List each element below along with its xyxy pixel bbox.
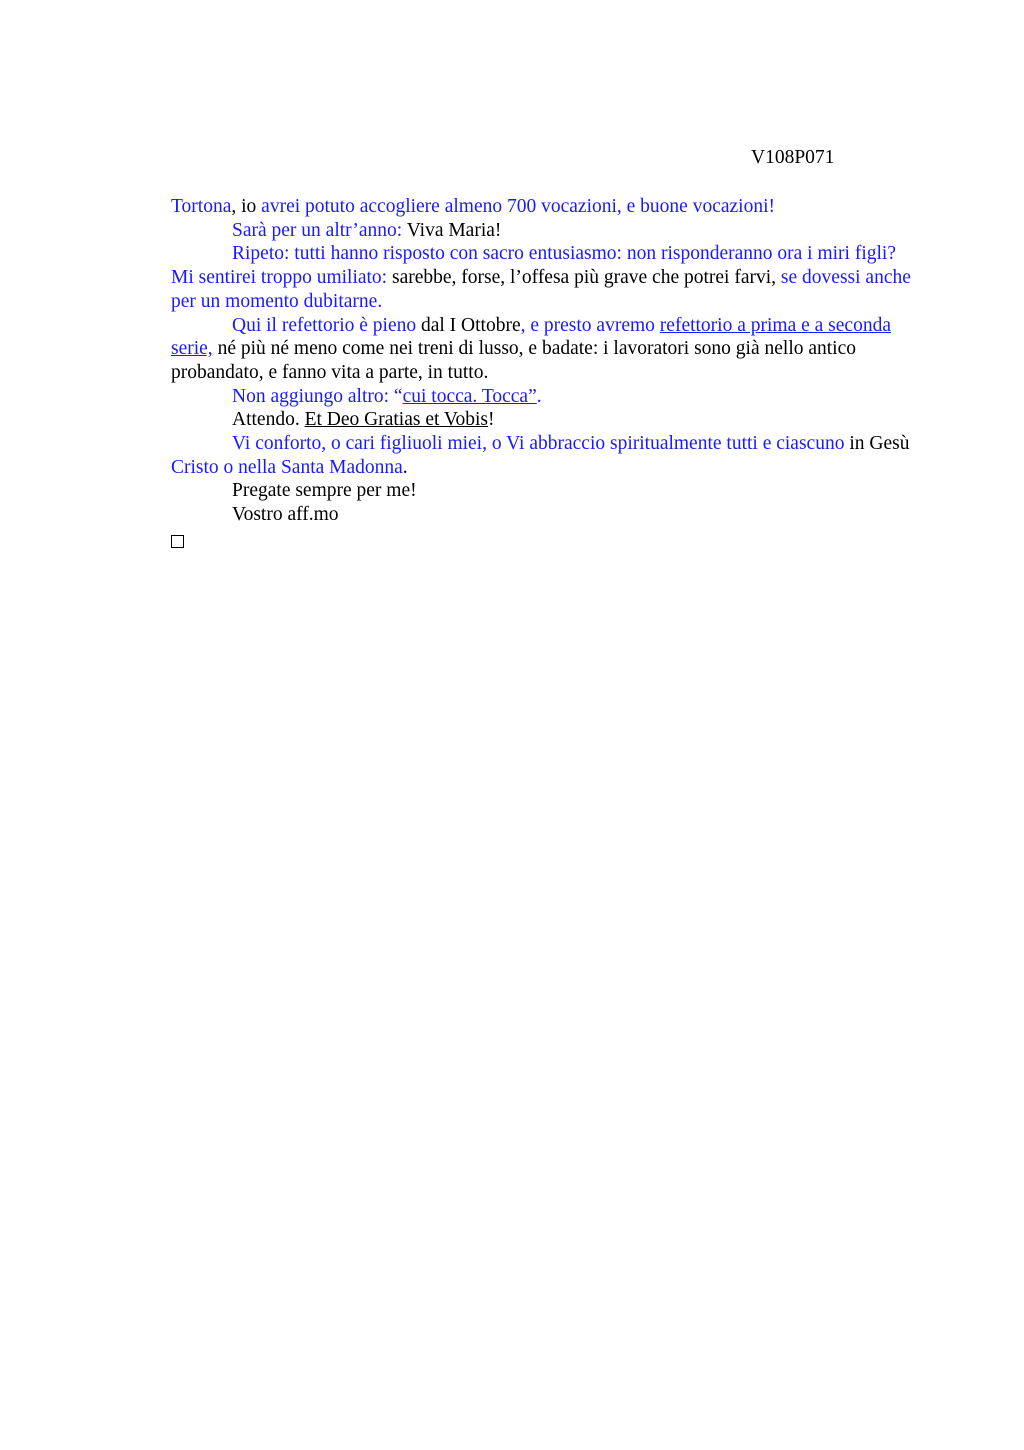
text-span: Vostro aff.mo (232, 504, 339, 526)
text-span: Pregate sempre per me! (232, 480, 417, 502)
text-span: se dovessi anche per un momento dubitarne. (171, 267, 911, 312)
text-span: Sarà per un altr’anno: (232, 219, 407, 241)
text-span: dal I Ottobre (420, 314, 521, 336)
empty-box-glyph (171, 535, 184, 548)
text-span: Attendo. (232, 409, 305, 431)
text-span: Cristo o nella Santa Madonna (171, 456, 403, 478)
paragraph-5 (171, 385, 916, 409)
text-span: in Gesù (844, 433, 910, 455)
text-span: Ripeto: tutti hanno risposto con sacro entusiasmo: non risponderanno ora i miri figli? Mi sentirei troppo umiliato: (171, 243, 896, 289)
underlined-text: Et Deo Gratias et Vobis (304, 409, 488, 431)
text-span: avrei potuto accogliere almeno 700 vocazioni, e buone vocazioni! (261, 196, 776, 217)
paragraph-3 (171, 242, 916, 313)
page-id: V108P071 (751, 147, 835, 168)
text-span: Qui il refettorio è pieno (232, 314, 421, 336)
paragraph-4 (171, 314, 916, 385)
text-span: Tortona (171, 196, 232, 217)
letter-body (171, 195, 916, 548)
paragraph-9 (171, 503, 916, 527)
paragraph-8 (171, 479, 916, 503)
text-span: . (402, 456, 408, 478)
text-span: . (536, 385, 542, 407)
paragraph-6 (171, 408, 916, 432)
text-span: né più né meno come nei treni di lusso, e badate: i lavoratori sono già nello antico probandato, e fanno vita a parte, in tutto. (171, 338, 857, 383)
text-span: Non aggiungo altro: “ (232, 385, 403, 407)
text-span: Viva Maria! (406, 219, 502, 241)
underlined-text: refettorio a prima e a seconda serie, (171, 314, 891, 360)
underlined-text: cui tocca. Tocca” (402, 385, 537, 407)
text-span: sarebbe, forse, l’offesa più grave che potrei farvi, (391, 267, 781, 289)
paragraph-7 (171, 432, 916, 479)
text-span: , io (231, 196, 262, 217)
text-span: ! (488, 409, 495, 431)
text-span: Vi conforto, o cari figliuoli miei, o Vi abbraccio spiritualmente tutti e ciascuno (232, 433, 845, 455)
text-span: , e presto avremo (520, 314, 660, 336)
paragraph-1 (171, 195, 916, 219)
paragraph-2 (171, 219, 916, 243)
